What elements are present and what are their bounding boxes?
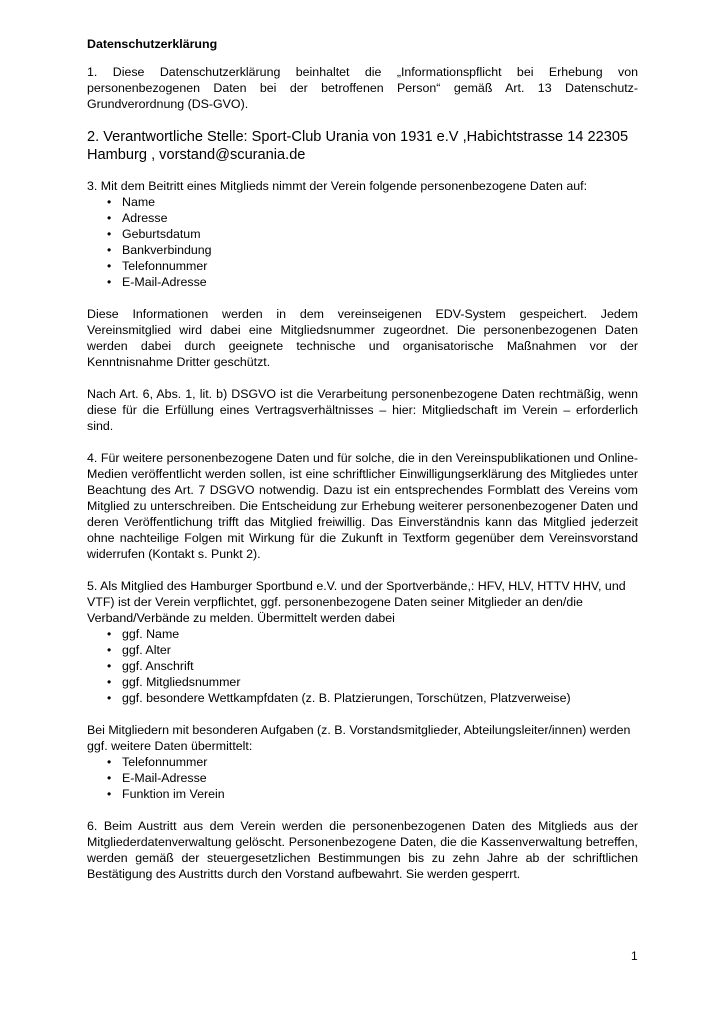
section-5-additional-data-list [87,754,638,802]
list-item: • Bankverbindung [87,242,638,258]
list-item: • E-Mail-Adresse [87,274,638,290]
section-5-data-list [87,626,638,706]
list-item: • Telefonnummer [87,258,638,274]
list-item: • ggf. Anschrift [87,658,638,674]
section-3-intro: 3. Mit dem Beitritt eines Mitglieds nimmt der Verein folgende personenbezogene Daten auf: [87,179,588,193]
list-item: • Name [87,194,638,210]
document-page [87,36,638,898]
section-3-storage-text: Diese Informationen werden in dem vereinseigenen EDV-System gespeichert. Jedem Vereinsmitglied wird dabei eine Mitgliedsnummer zugeordnet. Die personenbezogenen Daten werden dabei durch geeignete technische und organisatorische Maßnahmen vor der Kenntnisnahme Dritter geschützt. [87,307,638,369]
list-item: • ggf. Alter [87,642,638,658]
list-item: • ggf. Mitgliedsnummer [87,674,638,690]
list-item: • Geburtsdatum [87,226,638,242]
list-item: • Adresse [87,210,638,226]
section-2-responsible-party: 2. Verantwortliche Stelle: Sport-Club Urania von 1931 e.V ,Habichtstrasse 14 22305 Hamburg , vorstand@scurania.de [87,129,629,163]
section-6-text: 6. Beim Austritt aus dem Verein werden die personenbezogenen Daten des Mitglieds aus der Mitgliederdatenverwaltung gelöscht. Personenbezogene Daten, die die Kassenverwaltung betreffen, werden gemäß der steuergesetzlichen Bestimmungen bis zu zehn Jahre ab der schriftlichen Bestätigung des Austritts durch den Vorstand aufbewahrt. Sie werden gesperrt. [87,819,638,881]
list-item: • ggf. besondere Wettkampfdaten (z. B. Platzierungen, Torschützen, Platzverweise) [87,690,638,706]
list-item: • E-Mail-Adresse [87,770,638,786]
document-title: Datenschutzerklärung [87,37,218,51]
section-3-data-list [87,194,638,290]
section-5-special-members-text: Bei Mitgliedern mit besonderen Aufgaben (z. B. Vorstandsmitglieder, Abteilungsleiter/innen) werden ggf. weitere Daten übermittelt: [87,723,631,753]
section-3-legal-basis-text: Nach Art. 6, Abs. 1, lit. b) DSGVO ist die Verarbeitung personenbezogene Daten rechtmäßig, wenn diese für die Erfüllung eines Vertragsverhältnisses – hier: Mitgliedschaft im Verein – erforderlich sind. [87,387,638,433]
section-1-text: 1. Diese Datenschutzerklärung beinhaltet die „Informationspflicht bei Erhebung von personenbezogenen Daten bei der betroffenen Person“ gemäß Art. 13 Datenschutz-Grundverordnung (DS-GVO). [87,65,638,111]
list-item: • Funktion im Verein [87,786,638,802]
section-5-intro: 5. Als Mitglied des Hamburger Sportbund e.V. und der Sportverbände,: HFV, HLV, HTTV HHV, und VTF) ist der Verein verpflichtet, ggf. personenbezogene Daten seiner Mitglieder an den/die Verband/Verbände zu melden. Übermittelt werden dabei [87,579,626,625]
list-item: • ggf. Name [87,626,638,642]
section-4-text: 4. Für weitere personenbezogene Daten und für solche, die in den Vereinspublikationen und Online-Medien veröffentlicht werden sollen, ist eine schriftlicher Einwilligungserklärung des Mitgliedes unter Beachtung des Art. 7 DSGVO notwendig. Dazu ist ein entsprechendes Formblatt des Vereins vom Mitglied zu unterschreiben. Die Entscheidung zur Erhebung weiterer personenbezogener Daten und deren Veröffentlichung trifft das Mitglied freiwillig. Das Einverständnis kann das Mitglied jederzeit ohne nachteilige Folgen mit Wirkung für die Zukunft in Textform gegenüber dem Vereinsvorstand widerrufen (Kontakt s. Punkt 2). [87,451,638,561]
list-item: • Telefonnummer [87,754,638,770]
page-number: 1 [631,949,638,963]
